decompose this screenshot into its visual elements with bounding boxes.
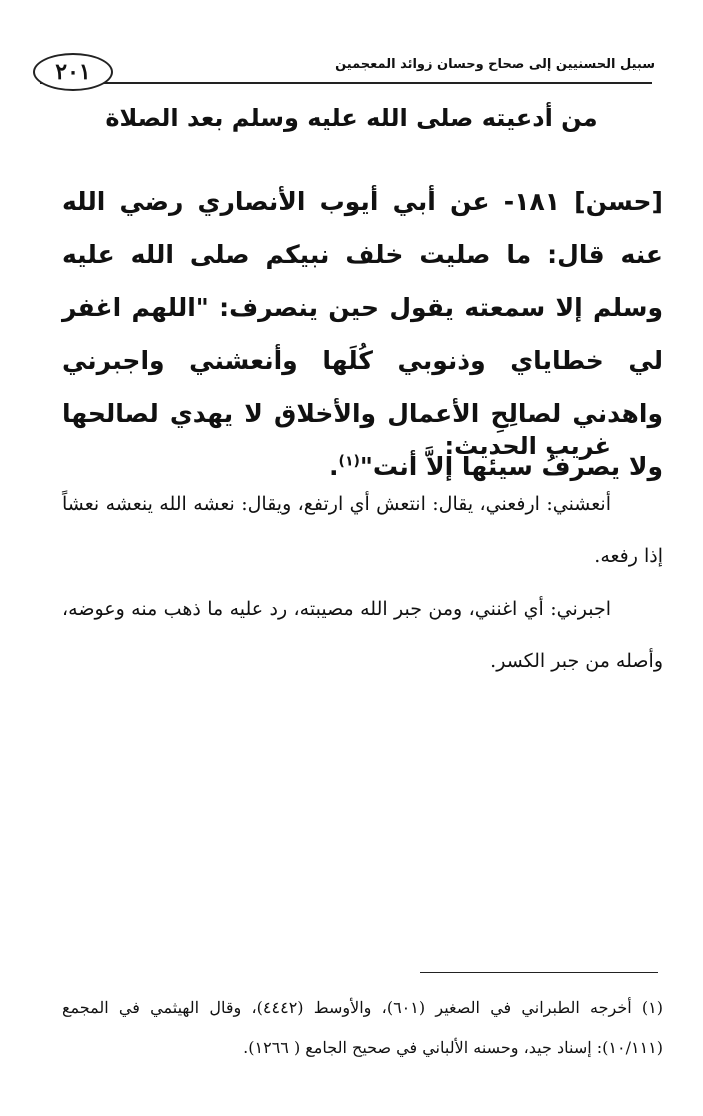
gharib-entry: [62, 478, 663, 582]
hadith-text: عن أبي أيوب الأنصاري رضي الله عنه قال: ما صليت خلف نبيكم صلى الله عليه وسلم إلا سمعته يقول حين ينصرف: "اللهم اغفر لي خطاياي وذنوبي كُلَها وأنعشني واجبرني واهدني لصالِحِ الأعمال والأخلاق لا يهدي لصالحها ولا يصرفُ سيئها إلاَّ أنت": [62, 187, 663, 481]
footnote: (١) أخرجه الطبراني في الصغير (٦٠١)، والأوسط (٤٤٤٢)، وقال الهيثمي في المجمع (١٠/١١١): إسناد جيد، وحسنه الألباني في صحيح الجامع ( ١٢٦٦).: [62, 998, 664, 1057]
header-rule: [40, 82, 652, 84]
gharib-entry-text: أنعشني: ارفعني، يقال: انتعش أي ارتفع، ويقال: نعشه الله ينعشه نعشاً إذا رفعه.: [62, 493, 663, 567]
hadith-end: .: [329, 452, 339, 481]
gharib-entry: [62, 583, 663, 687]
hadith-grade: [حسن]: [574, 187, 663, 216]
gharib-entry-text: اجبرني: أي اغنني، ومن جبر الله مصيبته، رد عليه ما ذهب منه وعوضه، وأصله من جبر الكسر.: [62, 598, 663, 672]
section-title: من أدعيته صلى الله عليه وسلم بعد الصلاة: [105, 104, 598, 132]
page-number: ٢٠١: [33, 53, 113, 91]
hadith-number: ١٨١-: [503, 187, 560, 216]
gharib-heading: غريب الحديث:: [444, 432, 611, 460]
footnote-rule: [420, 972, 658, 973]
footnote-marker: (١): [338, 453, 360, 470]
running-title: سبيل الحسنيين إلى صحاح وحسان زوائد المعجمين: [335, 57, 655, 72]
